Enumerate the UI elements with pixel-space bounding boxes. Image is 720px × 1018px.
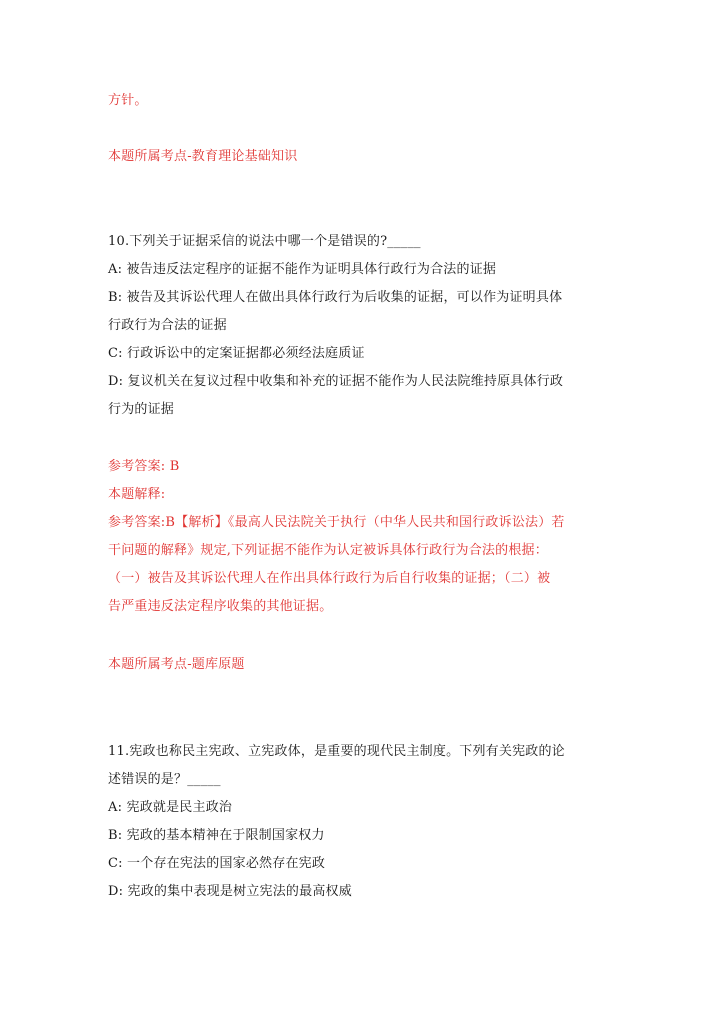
question-10-stem: 10.下列关于证据采信的说法中哪一个是错误的?_____ bbox=[108, 234, 421, 249]
question-10-explanation-line: 参考答案:B【解析】《最高人民法院关于执行（中华人民共和国行政诉讼法）若 bbox=[108, 515, 565, 530]
question-11-stem: 11.宪政也称民主宪政、立宪政体，是重要的现代民主制度。下列有关宪政的论 bbox=[108, 744, 565, 759]
question-11-option-b: B: 宪政的基本精神在于限制国家权力 bbox=[108, 828, 325, 843]
question-11-stem-continued: 述错误的是？_____ bbox=[108, 772, 221, 787]
question-10-answer: 参考答案: B bbox=[108, 459, 180, 474]
question-10-option-b: B: 被告及其诉讼代理人在做出具体行政行为后收集的证据，可以作为证明具体 bbox=[108, 290, 563, 305]
previous-answer-tail: 方针。 bbox=[108, 93, 148, 108]
question-10-explanation-line: （一）被告及其诉讼代理人在作出具体行政行为后自行收集的证据；（二）被 bbox=[108, 571, 551, 586]
question-11-option-d: D: 宪政的集中表现是树立宪法的最高权威 bbox=[108, 884, 352, 899]
question-10-explanation-label: 本题解释: bbox=[108, 487, 166, 502]
question-10-option-d-continued: 行为的证据 bbox=[108, 402, 175, 417]
question-10-option-b-continued: 行政行为合法的证据 bbox=[108, 318, 227, 333]
previous-topic: 本题所属考点-教育理论基础知识 bbox=[108, 149, 298, 164]
question-10-option-a: A: 被告违反法定程序的证据不能作为证明具体行政行为合法的证据 bbox=[108, 262, 497, 277]
question-10-option-c: C: 行政诉讼中的定案证据都必须经法庭质证 bbox=[108, 346, 365, 361]
question-10-topic: 本题所属考点-题库原题 bbox=[108, 657, 245, 672]
question-11-option-a: A: 宪政就是民主政治 bbox=[108, 800, 233, 815]
question-10-explanation-line: 告严重违反法定程序收集的其他证据。 bbox=[108, 599, 333, 614]
question-10-explanation-line: 干问题的解释》规定,下列证据不能作为认定被诉具体行政行为合法的根据： bbox=[108, 543, 548, 558]
question-10-option-d: D: 复议机关在复议过程中收集和补充的证据不能作为人民法院维持原具体行政 bbox=[108, 374, 564, 389]
question-11-option-c: C: 一个存在宪法的国家必然存在宪政 bbox=[108, 856, 326, 871]
